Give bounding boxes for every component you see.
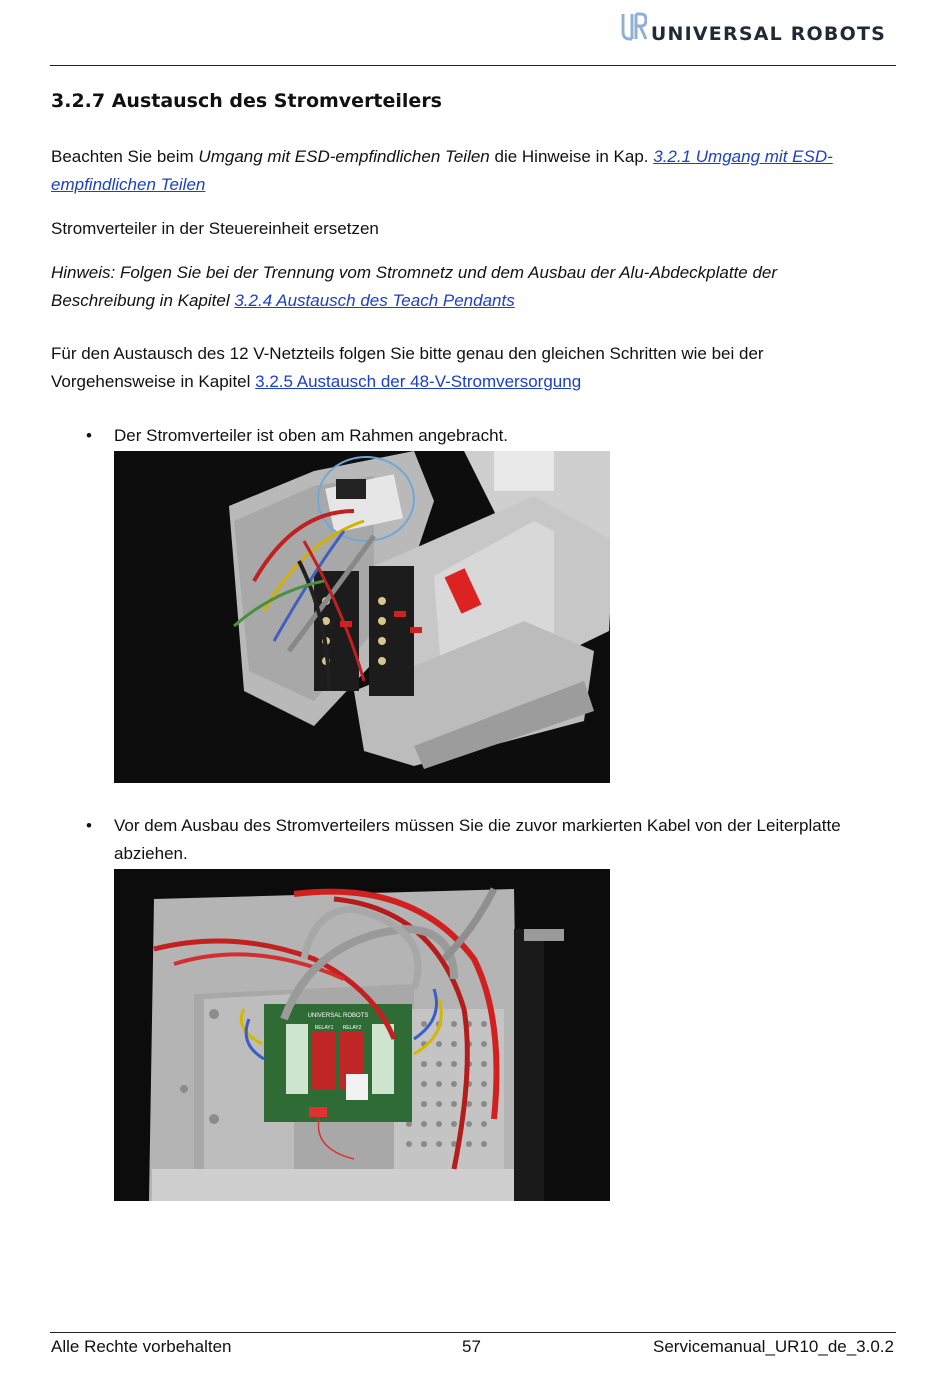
p3-text: Hinweis: Folgen Sie bei der Trennung vom Stromnetz und dem Ausbau der Alu-Abdeckplatte der Beschreibung in Kapitel: [51, 263, 778, 310]
list-item: [83, 812, 883, 867]
esd-notice-paragraph: [51, 143, 881, 198]
bullet-symbol: •: [86, 426, 92, 445]
page-header: [50, 0, 896, 66]
page-number: 57: [462, 1337, 481, 1356]
p4-text: Für den Austausch des 12 V-Netzteils folgen Sie bitte genau den gleichen Schritten wie bei der Vorgehensweise in Kapitel: [51, 344, 764, 391]
link-esd-chapter[interactable]: 3.2.1 Umgang mit ESD-empfindlichen Teilen: [51, 147, 833, 194]
link-48v-chapter[interactable]: 3.2.5 Austausch der 48-V-Stromversorgung: [255, 371, 582, 391]
bullet-text: Vor dem Ausbau des Stromverteilers müssen Sie die zuvor markierten Kabel von der Leiterplatte abziehen.: [114, 816, 841, 863]
p1-text-pre: Beachten Sie beim: [51, 147, 199, 166]
ur-logo-icon: [621, 12, 647, 42]
brand-logo: [621, 12, 886, 45]
procedure-paragraph: [51, 340, 881, 395]
relay2-label: RELAY2: [342, 1025, 362, 1031]
photo-power-distributor-frame: [114, 451, 610, 783]
board-brand-label: UNIVERSAL ROBOTS: [307, 1013, 369, 1019]
list-item: [83, 422, 883, 450]
hint-paragraph: [51, 259, 881, 314]
bullet-text: Der Stromverteiler ist oben am Rahmen angebracht.: [114, 426, 509, 445]
photo-distributor-board-cables: [114, 869, 610, 1201]
brand-name: UNIVERSAL ROBOTS: [650, 23, 886, 45]
section-title: 3.2.7 Austausch des Stromverteilers: [51, 90, 442, 112]
link-teach-pendant-chapter[interactable]: 3.2.4 Austausch des Teach Pendants: [234, 290, 515, 310]
document-id: Servicemanual_UR10_de_3.0.2: [653, 1337, 894, 1356]
p1-text-mid: die Hinweise in Kap.: [489, 147, 654, 166]
relay1-label: RELAY1: [314, 1025, 334, 1031]
bullet-symbol: •: [86, 816, 92, 835]
page-footer: [50, 1332, 896, 1372]
footer-copyright: Alle Rechte vorbehalten: [51, 1337, 232, 1356]
replace-intro-paragraph: Stromverteiler in der Steuereinheit ersetzen: [51, 219, 379, 238]
p1-emphasis: Umgang mit ESD-empfindlichen Teilen: [198, 147, 490, 166]
